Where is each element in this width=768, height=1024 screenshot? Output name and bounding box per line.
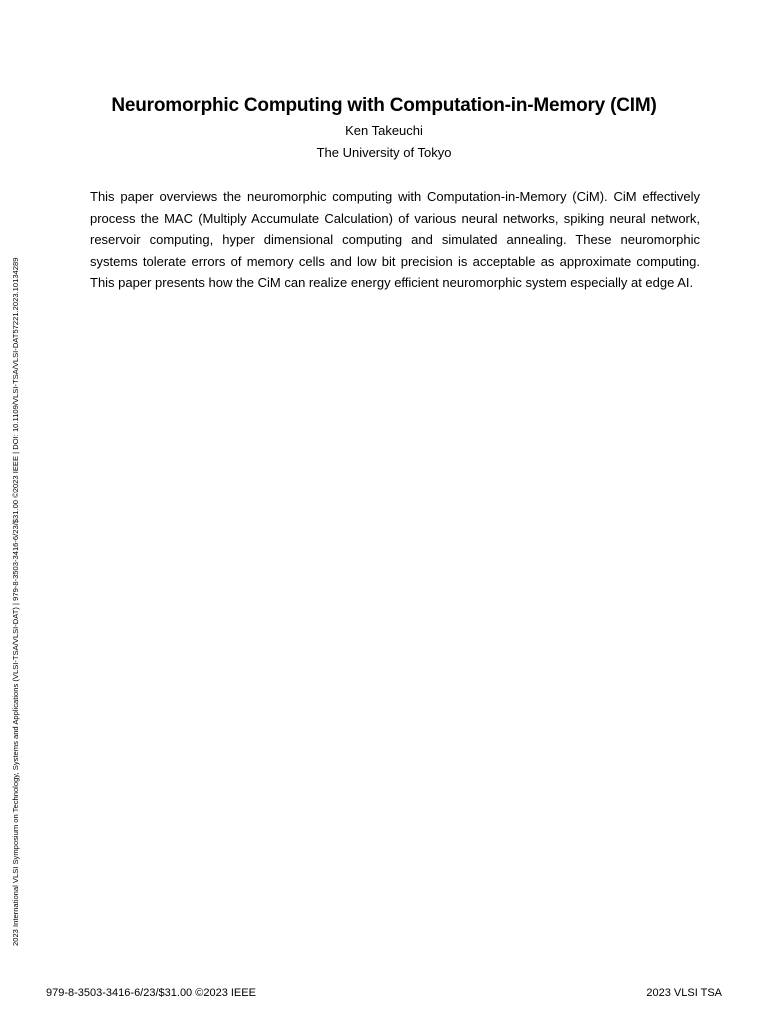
author-affiliation: The University of Tokyo <box>316 145 452 160</box>
paper-title: Neuromorphic Computing with Computation-in-Memory (CIM) <box>111 95 657 116</box>
footer-copyright: 979-8-3503-3416-6/23/$31.00 ©2023 IEEE <box>46 987 256 999</box>
footer-conference: 2023 VLSI TSA <box>646 987 722 999</box>
author-name: Ken Takeuchi <box>345 123 423 138</box>
side-citation-note: 2023 International VLSI Symposium on Technology, Systems and Applications (VLSI-TSA/VLSI-DAT) | 979-8-3503-3416-6/23/$31.00 ©2023 IEEE | DOI: 10.1109/VLSI-TSA/VLSI-DAT57221.2023.10134289 <box>11 257 20 946</box>
abstract-paragraph: This paper overviews the neuromorphic computing with Computation-in-Memory (CiM). CiM effectively process the MAC (Multiply Accumulate Calculation) of various neural networks, spiking neural network, reservoir computing, hyper dimensional computing and simulated annealing. These neuromorphic systems tolerate errors of memory cells and low bit precision is acceptable as approximate computing. This paper presents how the CiM can realize energy efficient neuromorphic system especially at edge AI. <box>90 189 700 291</box>
